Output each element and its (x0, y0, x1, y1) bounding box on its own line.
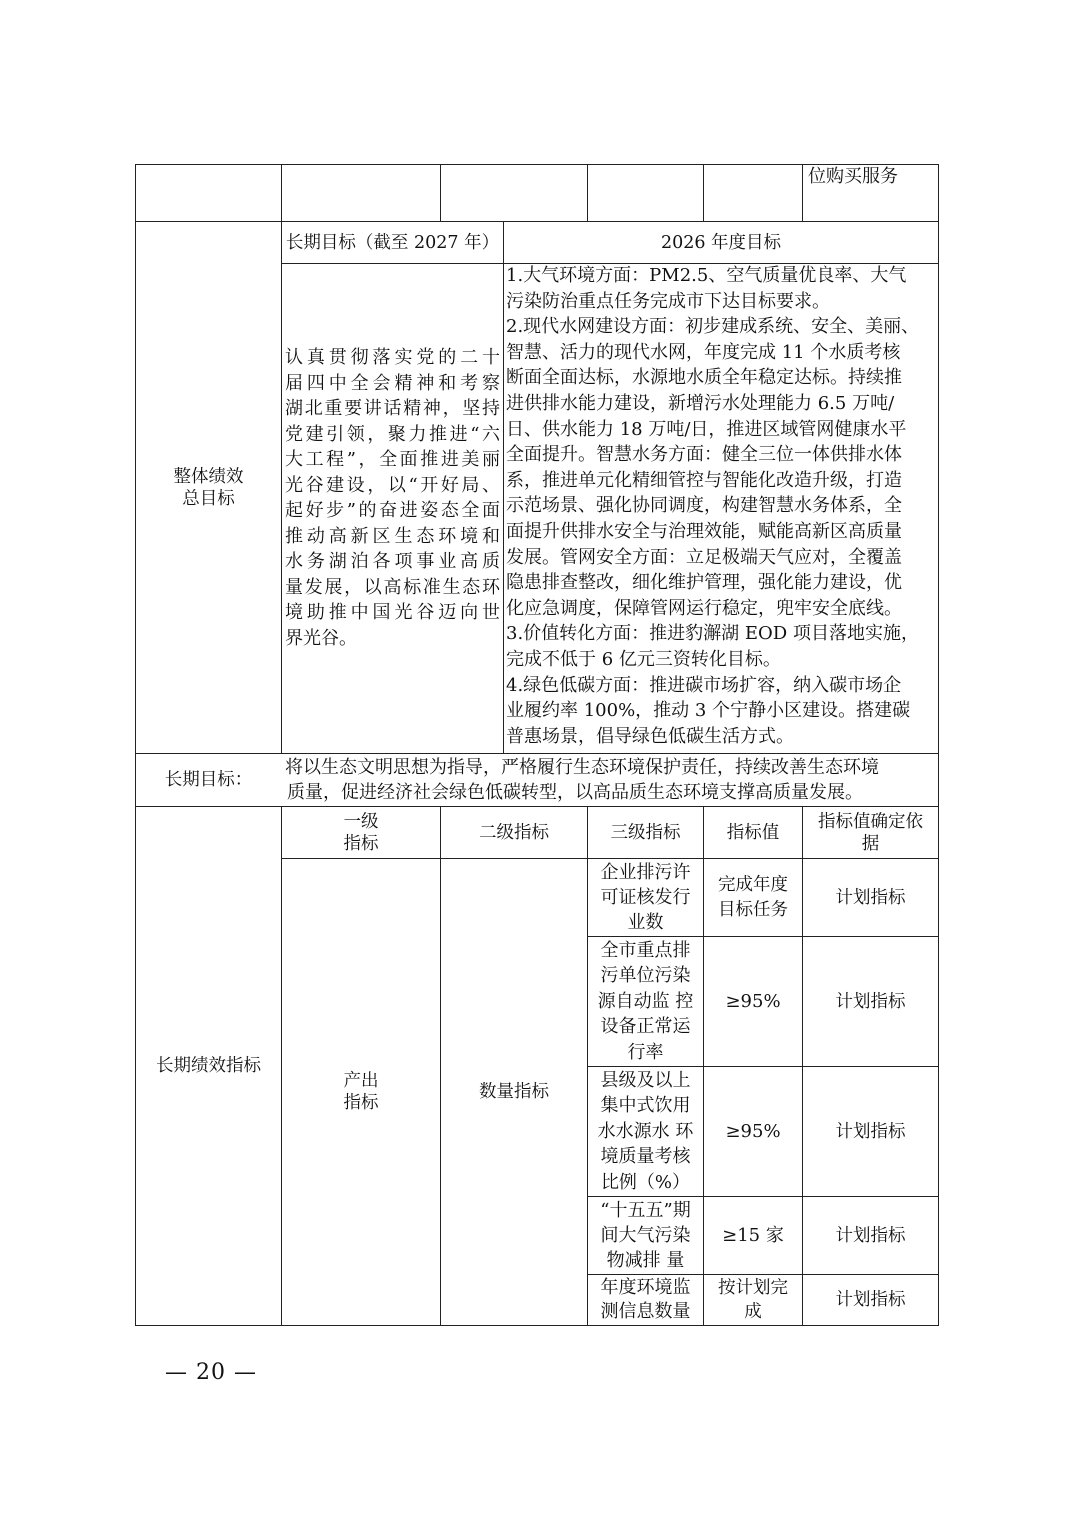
table-row-3-name: 县级及以上 集中式饮用 水水源水 环 境质量考核 比例（%） (597, 1069, 694, 1193)
header-level2: 二级指标 (479, 822, 549, 843)
service-cell (808, 166, 936, 190)
header-level3: 三级指标 (610, 822, 681, 843)
service-text: 位购买服务 (808, 166, 898, 187)
table-row-1-basis: 计划指标 (835, 887, 906, 908)
level1-output-indicator: 产出 指标 (343, 1071, 379, 1113)
long-term-header: 长期目标（截至 2027 年） (285, 232, 500, 253)
table-row-3-basis: 计划指标 (835, 1121, 906, 1142)
table-row-5-value: 按计划完 成 (718, 1278, 788, 1322)
long-term-goal-label: 长期目标： (164, 770, 253, 790)
header-level1: 一级 指标 (343, 811, 379, 854)
table-row-2-name: 全市重点排 污单位污染 源自动监 控 设备正常运 行率 (597, 939, 694, 1063)
table-row-1-name: 企业排污许 可证核发行 业数 (600, 862, 691, 933)
table-row-5-name: 年度环境监 测信息数量 (600, 1277, 691, 1322)
annual-header: 2026 年度目标 (660, 232, 782, 253)
level2-quantity-indicator: 数量指标 (479, 1082, 549, 1102)
overall-goal-label: 整体绩效 总目标 (173, 466, 244, 509)
page-number: — 20 — (165, 1360, 257, 1385)
annual-goal-text: 1.大气环境方面：PM2.5、空气质量优良率、大气 污染防治重点任务完成市下达目标要求。 2.现代水网建设方面：初步建成系统、安全、美丽、 智慧、活力的现代水网，年度完成 11 个水质考核 断面全面达标，水源地水质全年稳定达标。持续推 进供排水能力建设，新增污水处理能力 6.5 万吨/ 日、供水能力 18 万吨/日，推进区域管网健康水平 全面提升。智慧水务方面：健全三位一体供排水体 系，推进单元化精细管控与智能化改造升级，打造 示范场景、强化协同调度，构建智慧水务体系，全 面提升供排水安全与治理效能，赋能高新区高质量 发展。管网安全方面：立足极端天气应对，全覆盖 隐患排查整改，细化维护管理，强化能力建设，优 化应急调度，保障管网运行稳定，兜牢安全底线。 3.价值转化方面：推进豹澥湖 EOD 项目落地实施， 完成不低于 6 亿元三资转化目标。 4.绿色低碳方面：推进碳市场扩容，纳入碳市场企 业履约率 100%，推动 3 个宁静小区建设。搭建碳 普惠场景，倡导绿色低碳生活方式。 (506, 265, 920, 747)
long-term-goal-statement: 将以生态文明思想为指导，严格履行生态环境保护责任，持续改善生态环境 质量，促进经济社会绿色低碳转型，以高品质生态环境支撑高质量发展。 (285, 757, 879, 803)
table-row-5-basis: 计划指标 (835, 1290, 906, 1310)
table-row-2-basis: 计划指标 (835, 991, 906, 1012)
long-term-goal-text: 认真贯彻落实党的二十 届四中全会精神和考察 湖北重要讲话精神，坚持 党建引领，聚力推进“六 大工程”，全面推进美丽 光谷建设，以“开好局、 起好步”的奋进姿态全面 推动高新区生态环境和 水务湖泊各项事业高质 量发展，以高标准生态环 境助推中国光谷迈向世 界光谷。 (285, 347, 500, 649)
table-row-4-basis: 计划指标 (835, 1225, 906, 1246)
header-basis: 指标值确定依 据 (818, 811, 923, 854)
table-row-3-value: ≥95% (725, 1120, 781, 1142)
table-row-1-value: 完成年度 目标任务 (718, 874, 788, 920)
header-value: 指标值 (726, 822, 780, 843)
table-row-4-name: “十五五”期 间大气污染 物减排 量 (600, 1200, 691, 1271)
table-row-4-value: ≥15 家 (722, 1224, 784, 1246)
table-row-2-value: ≥95% (725, 990, 781, 1012)
indicators-section-label: 长期绩效指标 (156, 1056, 261, 1076)
